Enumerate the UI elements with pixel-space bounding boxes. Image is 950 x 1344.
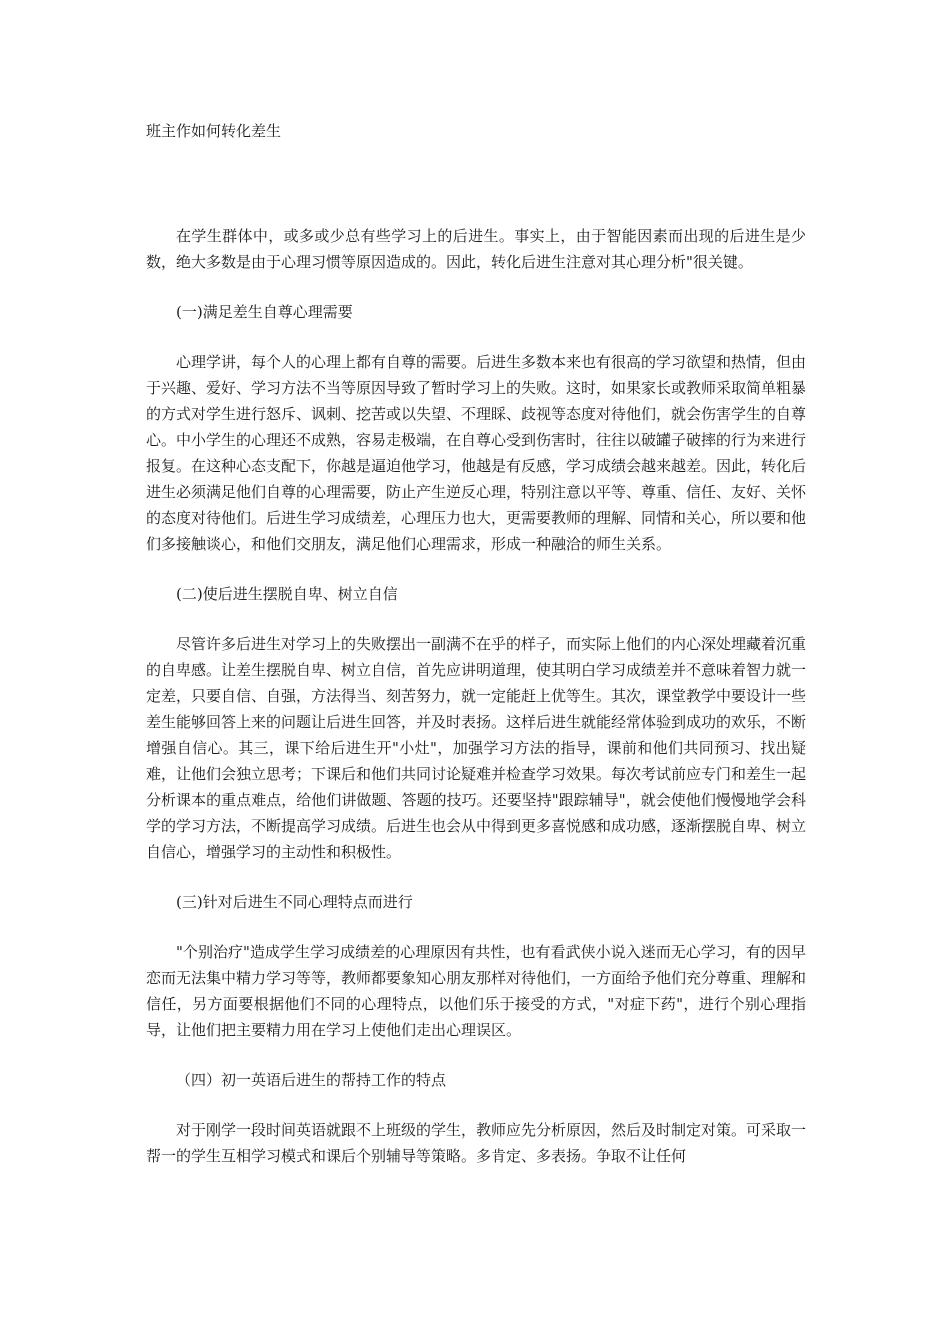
section-heading-2: (二)使后进生摆脱自卑、树立自信	[176, 585, 398, 603]
section-heading-4: （四）初一英语后进生的帮持工作的特点	[176, 1071, 447, 1089]
paragraph-section-1: 心理学讲，每个人的心理上都有自尊的需要。后进生多数本来也有很高的学习欲望和热情，但由于兴趣、爱好、学习方法不当等原因导致了暂时学习上的失败。这时，如果家长或教师采取简单粗暴的方式对学生进行怒斥、讽刺、挖苦或以失望、不理睬、歧视等态度对待他们，就会伤害学生的自尊心。中小学生的心理还不成熟，容易走极端，在自尊心受到伤害时，往往以破罐子破摔的行为来进行报复。在这种心态支配下，你越是逼迫他学习，他越是有反感，学习成绩会越来越差。因此，转化后进生必须满足他们自尊的心理需要，防止产生逆反心理，特别注意以平等、尊重、信任、友好、关怀的态度对待他们。后进生学习成绩差，心理压力也大，更需要教师的理解、同情和关心，所以要和他们多接触谈心，和他们交朋友，满足他们心理需求，形成一种融洽的师生关系。	[146, 353, 807, 553]
paragraph-section-2: 尽管许多后进生对学习上的失败摆出一副满不在乎的样子，而实际上他们的内心深处埋藏着沉重的自卑感。让差生摆脱自卑、树立自信，首先应讲明道理，使其明白学习成绩差并不意味着智力就一定差，只要自信、自强，方法得当、刻苦努力，就一定能赶上优等生。其次，课堂教学中要设计一些差生能够回答上来的问题让后进生回答，并及时表扬。这样后进生就能经常体验到成功的欢乐，不断增强自信心。其三，课下给后进生开"小灶"，加强学习方法的指导，课前和他们共同预习、找出疑难，让他们会独立思考；下课后和他们共同讨论疑难并检查学习效果。每次考试前应专门和差生一起分析课本的重点难点，给他们讲做题、答题的技巧。还要坚持"跟踪辅导"，就会使他们慢慢地学会科学的学习方法，不断提高学习成绩。后进生也会从中得到更多喜悦感和成功感，逐渐摆脱自卑、树立自信心，增强学习的主动性和积极性。	[146, 635, 807, 861]
paragraph-section-3: "个别治疗"造成学生学习成绩差的心理原因有共性，也有看武侠小说入迷而无心学习，有的因早恋而无法集中精力学习等等，教师都要象知心朋友那样对待他们，一方面给予他们充分尊重、理解和信任，另方面要根据他们不同的心理特点，以他们乐于接受的方式，"对症下药"，进行个别心理指导，让他们把主要精力用在学习上使他们走出心理误区。	[146, 943, 807, 1039]
paragraph-intro: 在学生群体中，或多或少总有些学习上的后进生。事实上，由于智能因素而出现的后进生是少数，绝大多数是由于心理习惯等原因造成的。因此，转化后进生注意对其心理分析"很关键。	[146, 227, 806, 271]
section-heading-3: (三)针对后进生不同心理特点而进行	[176, 893, 413, 911]
document-title: 班主作如何转化差生	[146, 122, 282, 140]
document-body	[146, 223, 806, 1193]
section-heading-1: (一)满足差生自尊心理需要	[176, 303, 353, 321]
paragraph-section-4: 对于刚学一段时间英语就跟不上班级的学生，教师应先分析原因，然后及时制定对策。可采取一帮一的学生互相学习模式和课后个别辅导等策略。多肯定、多表扬。争取不让任何	[146, 1121, 807, 1165]
